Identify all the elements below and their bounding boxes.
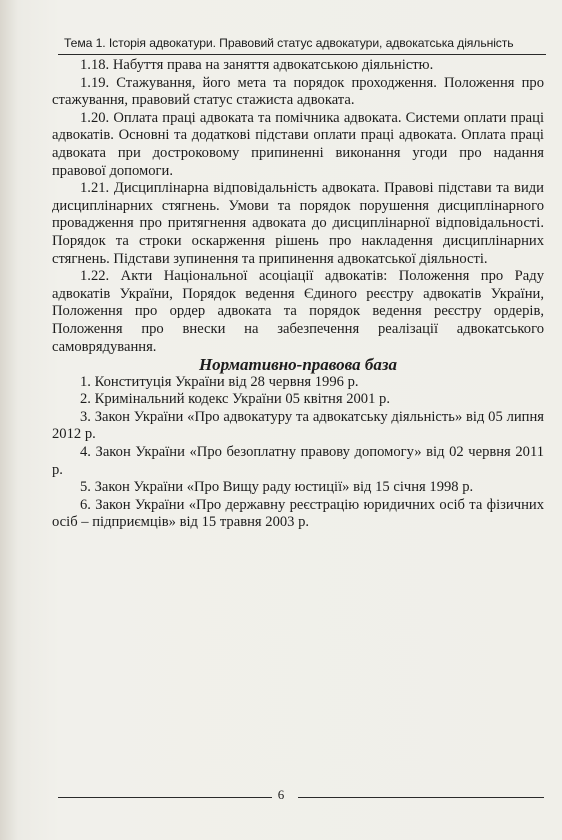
page-number: 6: [277, 787, 285, 802]
law-item-4: 4. Закон України «Про безоплатну правову допомогу» від 02 червня 2011 р.: [52, 444, 544, 478]
law-item-3: 3. Закон України «Про адвокатуру та адвокатську діяльність» від 05 липня 2012 р.: [52, 408, 544, 443]
header-rule: [58, 54, 546, 55]
paragraph-1-19: 1.19. Стажування, його мета та порядок проходження. Положення про стажування, правовий статус стажиста адвоката.: [52, 74, 544, 109]
law-item-6: 6. Закон України «Про державну реєстрацію юридичних осіб та фізичних осіб – підприємців» від 15 травня 2003 р.: [52, 496, 544, 531]
paragraph-1-18: 1.18. Набуття права на заняття адвокатською діяльністю.: [80, 57, 434, 73]
footer-rule-right: [298, 797, 544, 798]
law-item-1: 1. Конституція України від 28 червня 1996 р.: [80, 373, 359, 390]
paragraph-1-21: 1.21. Дисциплінарна відповідальність адвоката. Правові підстави та види дисциплінарних стягнень. Умови та порядок порушення дисциплінарного провадження про притягнення адвоката до дисциплінарної відповідальності. Порядок та строки оскарження рішень про накладення дисциплінарних стягнень. Підстави зупинення та припинення адвокатської діяльності.: [52, 180, 544, 267]
running-header: Тема 1. Історія адвокатури. Правовий статус адвокатури, адвокатська діяльність: [64, 36, 514, 50]
law-item-5: 5. Закон України «Про Вищу раду юстиції» від 15 січня 1998 р.: [80, 479, 474, 496]
law-item-2: 2. Кримінальний кодекс України 05 квітня 2001 р.: [80, 391, 390, 408]
paragraph-1-20: 1.20. Оплата праці адвоката та помічника адвоката. Системи оплати праці адвокатів. Основні та додаткові підстави оплати праці адвоката. Оплата праці адвоката при достроковому припиненні виконання угоди про надання правової допомоги.: [52, 109, 544, 179]
paragraph-1-22: 1.22. Акти Національної асоціації адвокатів: Положення про Раду адвокатів України, Порядок ведення Єдиного реєстру адвокатів України, Положення про ордер адвоката та порядок ведення реєстру ордерів, Положення про внески на забезпечення реалізації адвокатського самоврядування.: [52, 268, 544, 355]
section-title: Нормативно-правова база: [198, 355, 398, 375]
page-content: [52, 57, 544, 532]
